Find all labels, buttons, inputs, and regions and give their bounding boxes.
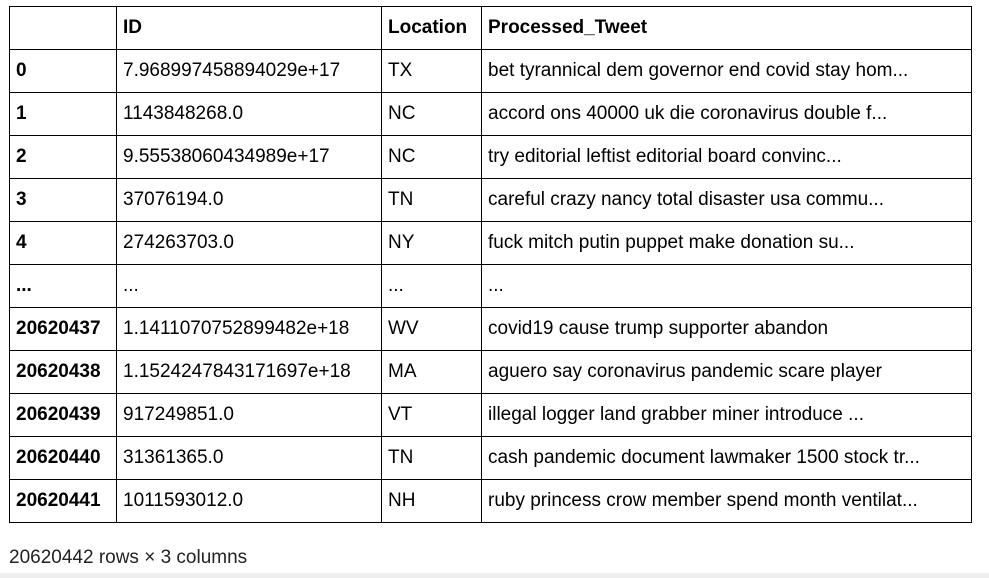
header-id: ID [117, 7, 382, 50]
dataframe-shape-text: 20620442 rows × 3 columns [9, 547, 248, 568]
cell-id: 1143848268.0 [117, 93, 382, 136]
table-row [10, 93, 972, 136]
cell-location: ... [382, 265, 482, 308]
cell-id: 917249851.0 [117, 394, 382, 437]
row-index: 20620438 [10, 351, 117, 394]
cell-location: NH [382, 480, 482, 523]
cell-tweet: cash pandemic document lawmaker 1500 stock tr... [482, 437, 972, 480]
row-index: 0 [10, 50, 117, 93]
cell-location: TX [382, 50, 482, 93]
dataframe-output [9, 6, 972, 523]
row-index: 2 [10, 136, 117, 179]
table-body [10, 50, 972, 523]
cell-tweet: try editorial leftist editorial board convinc... [482, 136, 972, 179]
table-row [10, 136, 972, 179]
cell-id: 7.968997458894029e+17 [117, 50, 382, 93]
table-row [10, 50, 972, 93]
table-header [10, 7, 972, 50]
cell-location: NY [382, 222, 482, 265]
row-index: 20620437 [10, 308, 117, 351]
cell-location: NC [382, 93, 482, 136]
row-index: 4 [10, 222, 117, 265]
cell-id: 9.55538060434989e+17 [117, 136, 382, 179]
cell-tweet: fuck mitch putin puppet make donation su... [482, 222, 972, 265]
table-row [10, 179, 972, 222]
header-location: Location [382, 7, 482, 50]
cell-tweet: accord ons 40000 uk die coronavirus double f... [482, 93, 972, 136]
table-row [10, 222, 972, 265]
cell-tweet: ruby princess crow member spend month ventilat... [482, 480, 972, 523]
cell-id: 1.1411070752899482e+18 [117, 308, 382, 351]
cell-tweet: ... [482, 265, 972, 308]
table-row [10, 351, 972, 394]
row-index: 20620439 [10, 394, 117, 437]
cell-id: 31361365.0 [117, 437, 382, 480]
cell-tweet: illegal logger land grabber miner introduce ... [482, 394, 972, 437]
output-bottom-divider [0, 573, 989, 578]
cell-id: ... [117, 265, 382, 308]
row-index: 3 [10, 179, 117, 222]
table-row [10, 480, 972, 523]
header-row [10, 7, 972, 50]
ellipsis-row [10, 265, 972, 308]
cell-tweet: aguero say coronavirus pandemic scare player [482, 351, 972, 394]
dataframe-table [9, 6, 972, 523]
cell-tweet: covid19 cause trump supporter abandon [482, 308, 972, 351]
row-index: 20620441 [10, 480, 117, 523]
cell-tweet: bet tyrannical dem governor end covid stay hom... [482, 50, 972, 93]
cell-location: TN [382, 179, 482, 222]
cell-id: 1011593012.0 [117, 480, 382, 523]
cell-location: MA [382, 351, 482, 394]
header-processed-tweet: Processed_Tweet [482, 7, 972, 50]
table-row [10, 394, 972, 437]
cell-location: TN [382, 437, 482, 480]
cell-id: 1.1524247843171697e+18 [117, 351, 382, 394]
cell-location: WV [382, 308, 482, 351]
cell-location: VT [382, 394, 482, 437]
table-row [10, 437, 972, 480]
table-row [10, 308, 972, 351]
cell-tweet: careful crazy nancy total disaster usa commu... [482, 179, 972, 222]
cell-location: NC [382, 136, 482, 179]
cell-id: 37076194.0 [117, 179, 382, 222]
row-index: 1 [10, 93, 117, 136]
header-index [10, 7, 117, 50]
cell-id: 274263703.0 [117, 222, 382, 265]
row-index: 20620440 [10, 437, 117, 480]
row-index: ... [10, 265, 117, 308]
